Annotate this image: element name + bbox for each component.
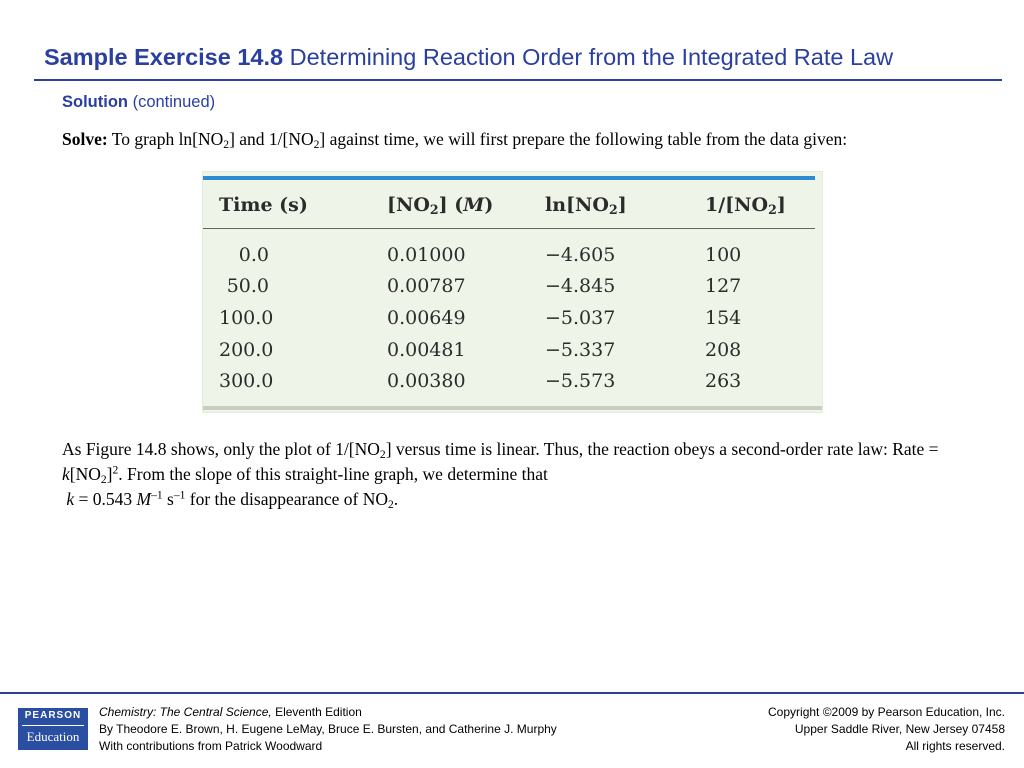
conclusion-text-3: [NO bbox=[69, 464, 101, 484]
cell-concentration: 0.00787 bbox=[387, 275, 466, 298]
solution-note: (continued) bbox=[132, 93, 216, 111]
solve-text-3: ] against time, we will first prepare the following table from the data given: bbox=[319, 129, 848, 149]
subscript: 2 bbox=[388, 498, 394, 511]
cell-concentration: 0.00380 bbox=[387, 370, 466, 393]
rate-constant-symbol: k bbox=[62, 464, 70, 484]
copyright-line: Copyright ©2009 by Pearson Education, Inc. bbox=[768, 705, 1005, 719]
subscript: 2 bbox=[379, 448, 386, 461]
data-table-panel bbox=[203, 172, 822, 412]
solution-heading bbox=[62, 93, 215, 112]
table-row bbox=[203, 271, 815, 303]
book-authors: By Theodore E. Brown, H. Eugene LeMay, Bruce E. Bursten, and Catherine J. Murphy bbox=[99, 722, 557, 736]
cell-ln: −5.337 bbox=[545, 338, 616, 361]
cell-ln: −5.573 bbox=[545, 370, 616, 393]
conclusion-text-8: for the disappearance of NO bbox=[185, 489, 389, 509]
header-ln: $\ln[NO_2]$ bbox=[545, 182, 705, 229]
publisher-address: Upper Saddle River, New Jersey 07458 bbox=[794, 722, 1005, 736]
logo-separator bbox=[22, 725, 84, 726]
solve-label: Solve: bbox=[62, 129, 108, 149]
conclusion-text-6: = 0.543 bbox=[74, 489, 137, 509]
superscript: –1 bbox=[151, 489, 163, 502]
cell-inverse: 208 bbox=[705, 338, 742, 361]
subscript: 2 bbox=[223, 138, 230, 151]
cell-inverse: 154 bbox=[705, 306, 742, 329]
table-top-bar bbox=[203, 176, 815, 180]
book-title-line bbox=[99, 704, 557, 721]
rate-constant-symbol: k bbox=[66, 489, 75, 509]
header-time: Time (s) bbox=[203, 182, 387, 229]
data-table bbox=[203, 182, 815, 397]
superscript: 2 bbox=[112, 464, 119, 477]
superscript: –1 bbox=[173, 489, 186, 502]
footer-copyright bbox=[768, 704, 1005, 755]
table-bottom-bar bbox=[203, 406, 822, 410]
conclusion-text-2: ] versus time is linear. Thus, the reaction obeys a second-order rate law: Rate = bbox=[385, 439, 939, 459]
conclusion-text-5: . From the slope of this straight-line graph, we determine that bbox=[118, 464, 548, 484]
cell-time: 0.0 bbox=[238, 243, 269, 266]
cell-time: 100.0 bbox=[219, 306, 274, 329]
table-row bbox=[203, 302, 815, 334]
table-row bbox=[203, 334, 815, 366]
cell-time: 50.0 bbox=[226, 275, 269, 298]
table-row bbox=[203, 365, 815, 397]
table-header-row bbox=[203, 182, 815, 229]
cell-time: 300.0 bbox=[219, 370, 274, 393]
molarity-unit: M bbox=[136, 489, 152, 509]
title-divider bbox=[34, 79, 1002, 81]
solve-paragraph bbox=[62, 127, 942, 151]
table-row bbox=[203, 229, 815, 271]
logo-text-bottom: Education bbox=[26, 729, 80, 744]
logo-text-top: PEARSON bbox=[24, 710, 82, 721]
conclusion-text-4: ] bbox=[106, 464, 113, 484]
pearson-logo bbox=[18, 708, 88, 750]
cell-concentration: 0.01000 bbox=[387, 243, 466, 266]
conclusion-text-7: s bbox=[162, 489, 174, 509]
cell-inverse: 100 bbox=[705, 243, 742, 266]
cell-concentration: 0.00481 bbox=[387, 338, 466, 361]
cell-concentration: 0.00649 bbox=[387, 306, 466, 329]
book-edition: Eleventh Edition bbox=[271, 705, 362, 719]
conclusion-paragraph bbox=[62, 437, 962, 512]
rights-line: All rights reserved. bbox=[905, 739, 1005, 753]
cell-time: 200.0 bbox=[219, 338, 274, 361]
conclusion-text-9: . bbox=[393, 489, 399, 509]
slide-title bbox=[44, 44, 1004, 71]
solve-text-2: ] and 1/[NO bbox=[229, 129, 314, 149]
cell-ln: −5.037 bbox=[545, 306, 616, 329]
cell-inverse: 263 bbox=[705, 370, 742, 393]
book-contributors: With contributions from Patrick Woodward bbox=[99, 739, 323, 753]
conclusion-text-1: As Figure 14.8 shows, only the plot of 1/[NO bbox=[62, 439, 380, 459]
title-bold: Sample Exercise 14.8 bbox=[44, 44, 284, 70]
header-concentration: $[NO_2]$ (M) bbox=[387, 182, 545, 229]
cell-ln: −4.845 bbox=[545, 275, 616, 298]
solution-label: Solution bbox=[62, 93, 128, 111]
footer-book-info bbox=[99, 704, 557, 755]
cell-inverse: 127 bbox=[705, 275, 742, 298]
book-title: Chemistry: The Central Science, bbox=[99, 705, 272, 719]
solve-text-1: To graph ln[NO bbox=[107, 129, 224, 149]
header-inverse: $1/[NO_2]$ bbox=[705, 182, 815, 229]
title-rest: Determining Reaction Order from the Integrated Rate Law bbox=[289, 44, 894, 70]
subscript: 2 bbox=[100, 473, 107, 486]
footer-divider bbox=[0, 692, 1024, 694]
cell-ln: −4.605 bbox=[545, 243, 616, 266]
subscript: 2 bbox=[313, 138, 320, 151]
